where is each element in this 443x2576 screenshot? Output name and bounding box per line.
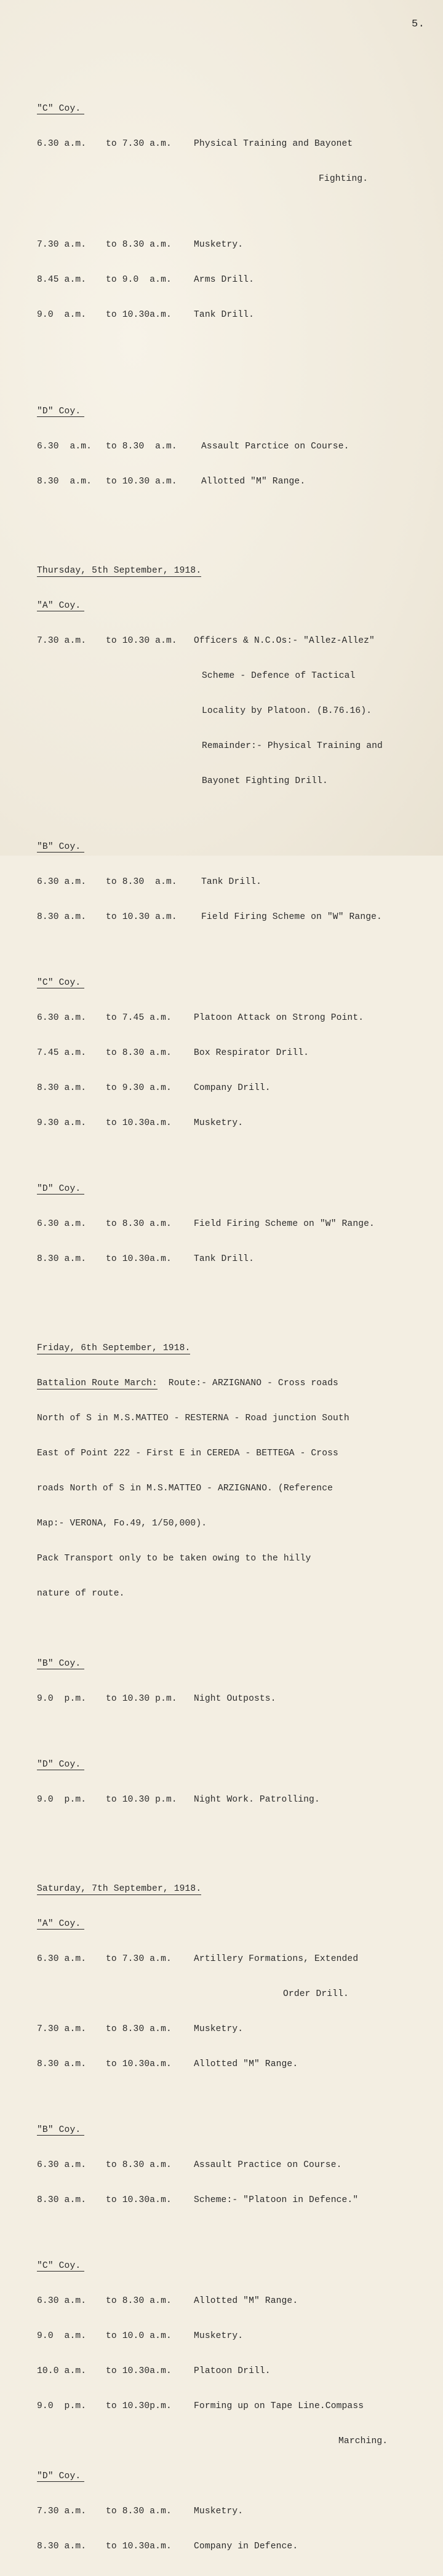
schedule-row: 7.30 a.m. to 10.30 a.m. Officers & N.C.Os:- "Allez-Allez" (37, 636, 375, 646)
day-heading: Thursday, 5th September, 1918. (37, 566, 202, 576)
coy-heading: "A" Coy. (37, 1919, 84, 1930)
schedule-row-cont: Fighting. (319, 174, 369, 184)
coy-heading: "D" Coy. (37, 1760, 84, 1770)
route-line: Battalion Route March: Route:- ARZIGNANO - Cross roads (37, 1378, 338, 1388)
schedule-row: 9.0 p.m. to 10.30p.m. Forming up on Tape Line.Compass (37, 2401, 364, 2411)
schedule-row: 10.0 a.m. to 10.30a.m. Platoon Drill. (37, 2366, 271, 2376)
coy-heading: "B" Coy. (37, 1659, 84, 1669)
schedule-row: 8.30 a.m. to 10.30 a.m. Allotted "M" Range. (37, 477, 306, 487)
schedule-row: 6.30 a.m. to 7.30 a.m. Artillery Formations, Extended (37, 1954, 359, 1964)
schedule-row: 7.30 a.m. to 8.30 a.m. Musketry. (37, 2506, 244, 2516)
schedule-row: 7.45 a.m. to 8.30 a.m. Box Respirator Drill. (37, 1048, 309, 1058)
document-body: "C" Coy. 6.30 a.m. to 7.30 a.m. Physical Training and Bayonet Fighting. 7.30 a.m. to 8.30 a.m. Musketry. 8.45 a.m. to 9.0 a.m. Arms Drill. 9.0 a.m. to 10.30a.m. Tank Drill. "D" Coy. 6.30 a.m. to 8.30 a.m. Assault Parctice on Course. 8.30 a.m. to 10.30 a.m. Allotted "M" Range. Thursday, 5th September, 1918. "A" Coy. 7.30 a.m. to 10.30 a.m. Officers & N.C.Os:- "Allez-Allez" Scheme - Defence of Tactical Locality by Platoon. (B.76.16). Remainder:- Physical Training and Bayonet Fighting Drill. "B" Coy. 6.30 a.m. to 8.30 a.m. Tank Drill. 8.30 a.m. to 10.30 a.m. Field Firing Scheme on "W" Range. "C" Coy. 6.30 a.m. to 7.45 a.m. Platoon Attack on Strong Point. 7.45 a.m. to 8.30 a.m. Box Respirator Drill. 8.30 a.m. to 9.30 a.m. Company Drill. 9.30 a.m. to 10.30a.m. Musketry. "D" Coy. 6.30 a.m. to 8.30 a.m. Field Firing Scheme on "W" Range. 8.30 a.m. to 10.30a.m. Tank Drill. Friday, 6th September, 1918. Battalion Route March: Route:- ARZIGNANO - Cross roads North of S in M.S.MATTEO - RESTERNA - Road junction South East of Point 222 - First E in CEREDA - BETTEGA - Cross roads North of S in M.S.MATTEO - ARZIGNANO. (Reference Map:- VERONA, Fo.49, 1/50,000). Pack Transport only to be taken owing to the hilly nature of route. "B" Coy. 9.0 p.m. to 10.30 p.m. Night Outposts. "D" Coy. 9.0 p.m. to 10.30 p.m. Night Work. Patrolling. Saturday, 7th September, 1918. "A" Coy. 6.30 a.m. to 7.30 a.m. Artillery Formations, Extended Order Drill. 7.30 a.m. to 8.30 a.m. Musketry. 8.30 a.m. to 10.30a.m. Allotted "M" Range. "B" Coy. 6.30 a.m. to 8.30 a.m. Assault Practice on Course. 8.30 a.m. to 10.30a.m. Scheme:- "Platoon in Defence." "C" Coy. 6.30 a.m. to 8.30 a.m. Allotted "M" Range. 9.0 a.m. to 10.0 a.m. Musketry. 10.0 a.m. to 10.30a.m. Platoon Drill. 9.0 p.m. to 10.30p.m. Forming up on Tape Line.Compass Marching. "D" Coy. 7.30 a.m. to 8.30 a.m. Musketry. 8.30 a.m. to 10.30a.m. Company in Defence. (37, 57, 437, 2576)
coy-heading: "B" Coy. (37, 842, 84, 853)
schedule-row: 8.30 a.m. to 10.30a.m. Tank Drill. (37, 1254, 254, 1264)
schedule-row: 9.0 p.m. to 10.30 p.m. Night Work. Patrolling. (37, 1795, 320, 1805)
schedule-row: 7.30 a.m. to 8.30 a.m. Musketry. (37, 2024, 244, 2034)
schedule-row: 6.30 a.m. to 8.30 a.m. Field Firing Scheme on "W" Range. (37, 1219, 375, 1229)
coy-heading: "D" Coy. (37, 2471, 84, 2482)
page-number: 5. (412, 18, 425, 30)
schedule-row: 6.30 a.m. to 8.30 a.m. Assault Parctice on Course. (37, 442, 349, 451)
schedule-row: 9.0 a.m. to 10.30a.m. Tank Drill. (37, 310, 254, 320)
schedule-row: 7.30 a.m. to 8.30 a.m. Musketry. (37, 240, 244, 250)
day-heading: Saturday, 7th September, 1918. (37, 1884, 202, 1894)
coy-heading: "D" Coy. (37, 407, 84, 417)
coy-heading: "C" Coy. (37, 2261, 84, 2272)
coy-heading: "C" Coy. (37, 104, 84, 114)
day-heading: Friday, 6th September, 1918. (37, 1343, 191, 1353)
schedule-row: 8.30 a.m. to 10.30a.m. Allotted "M" Range. (37, 2059, 298, 2069)
coy-heading: "A" Coy. (37, 601, 84, 611)
schedule-row: 8.30 a.m. to 10.30 a.m. Field Firing Scheme on "W" Range. (37, 912, 382, 922)
schedule-row: 8.30 a.m. to 10.30a.m. Company in Defence. (37, 2542, 298, 2551)
schedule-row: 6.30 a.m. to 8.30 a.m. Allotted "M" Range. (37, 2296, 298, 2306)
coy-heading: "C" Coy. (37, 978, 84, 988)
schedule-row: 8.45 a.m. to 9.0 a.m. Arms Drill. (37, 275, 254, 285)
schedule-row: 9.30 a.m. to 10.30a.m. Musketry. (37, 1118, 244, 1128)
schedule-row: 8.30 a.m. to 9.30 a.m. Company Drill. (37, 1083, 271, 1093)
schedule-row: 9.0 a.m. to 10.0 a.m. Musketry. (37, 2331, 244, 2341)
schedule-row: 6.30 a.m. to 7.30 a.m. Physical Training and Bayonet (37, 139, 353, 149)
schedule-row: 6.30 a.m. to 8.30 a.m. Tank Drill. (37, 877, 261, 887)
schedule-row: 8.30 a.m. to 10.30a.m. Scheme:- "Platoon in Defence." (37, 2195, 359, 2205)
coy-heading: "D" Coy. (37, 1184, 84, 1195)
schedule-row: 6.30 a.m. to 8.30 a.m. Assault Practice on Course. (37, 2160, 342, 2170)
schedule-row: 9.0 p.m. to 10.30 p.m. Night Outposts. (37, 1694, 276, 1704)
coy-heading: "B" Coy. (37, 2125, 84, 2136)
schedule-row: 6.30 a.m. to 7.45 a.m. Platoon Attack on Strong Point. (37, 1013, 364, 1023)
